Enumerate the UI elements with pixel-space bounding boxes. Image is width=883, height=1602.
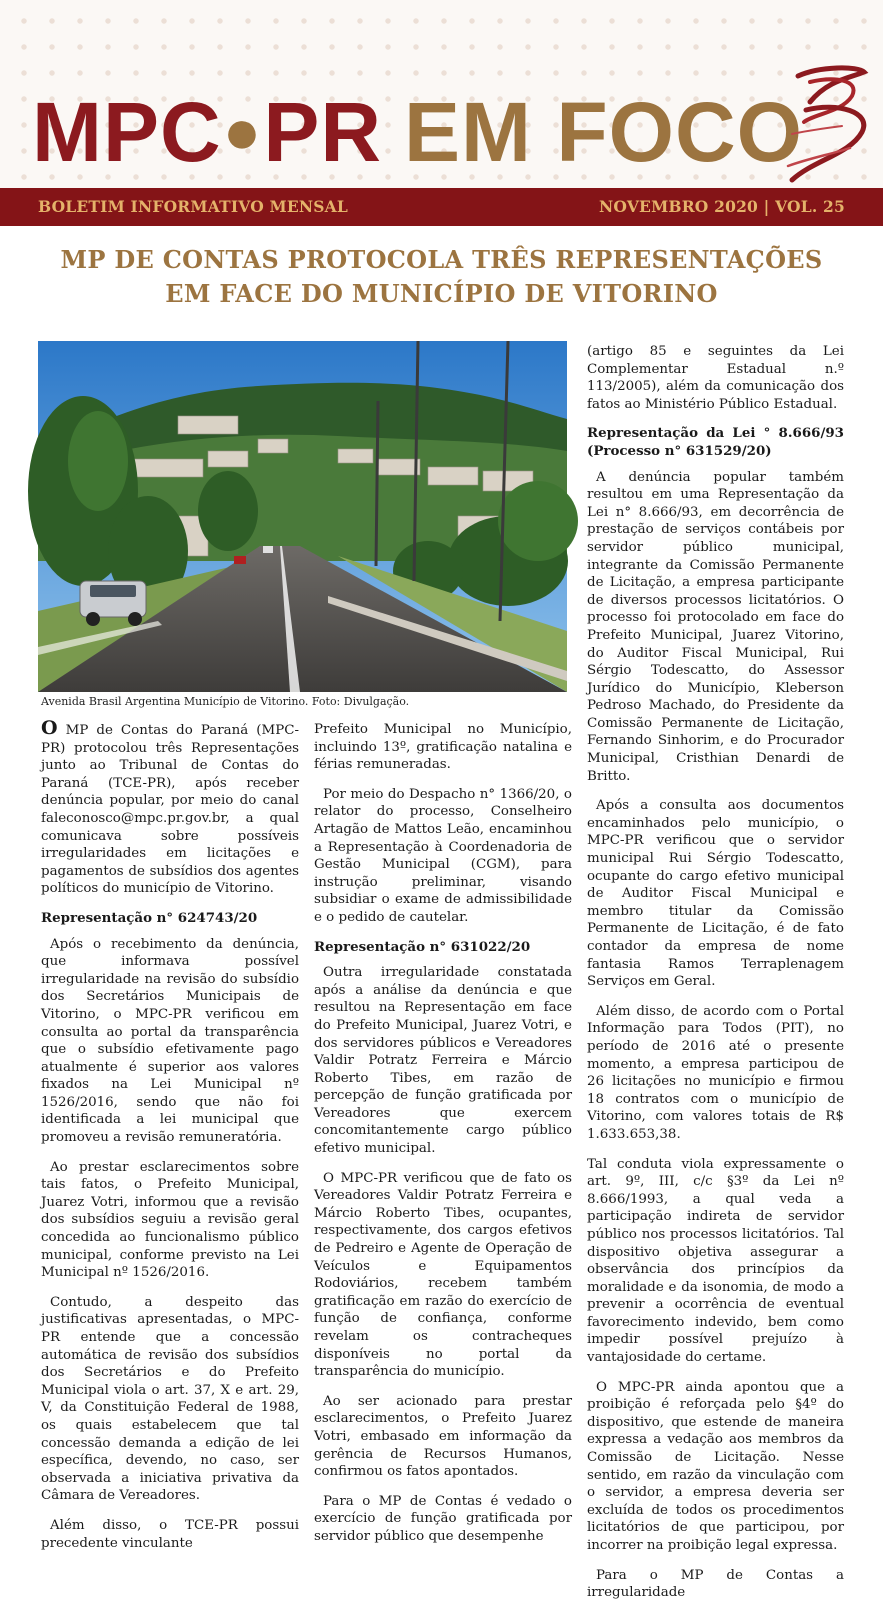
paragraph: Após a consulta aos documentos encaminhados pelo município, o MPC-PR verificou que o servidor municipal Rui Sérgio Todescatto, ocupante do cargo efetivo municipal de Auditor Fiscal Municipal e membro titular da Comissão Permanente de Licitação, é de fato contador da empresa de nome fantasia Ramos Terraplenagem Serviços em Geral. [587, 798, 844, 990]
stylized-b-stroke-icon [780, 62, 875, 184]
section-heading-631529: Representação da Lei ° 8.666/93 (Processo n° 631529/20) [587, 425, 844, 459]
article-column-2 [314, 721, 572, 1544]
logo-dot: ● [222, 95, 263, 167]
paragraph: Contudo, a despeito das justificativas apresentadas, o MPC-PR entende que a concessão automática de revisão dos subsídios dos Secretários e do Prefeito Municipal viola o art. 37, X e art. 29, V, da Constituição Federal de 1988, os quais estabelecem que tal concessão demanda a edição de lei específica, devendo, no caso, ser observada a iniciativa privativa da Câmara de Vereadores. [41, 1294, 299, 1504]
masthead-logo [32, 85, 804, 181]
drop-cap: O [41, 717, 58, 739]
section-heading-624743: Representação n° 624743/20 [41, 909, 258, 926]
paragraph: Além disso, o TCE-PR possui precedente vinculante [41, 1517, 299, 1551]
edition-label: NOVEMBRO 2020 | VOL. 25 [599, 197, 845, 216]
masthead-banner [0, 188, 883, 226]
paragraph: Após o recebimento da denúncia, que informava possível irregularidade na revisão do subsídio dos Secretários Municipais de Vitorino, o MPC-PR verificou em consulta ao portal da transparência que o subsídio efetivamente pago atualmente é superior aos valores fixados na Lei Municipal nº 1526/2016, sendo que não foi identificada a lei municipal que promoveu a revisão remuneratória. [41, 936, 299, 1146]
paragraph: (artigo 85 e seguintes da Lei Complementar Estadual n.º 113/2005), além da comunicação dos fatos ao Ministério Público Estadual. [587, 344, 844, 412]
masthead [0, 0, 883, 188]
paragraph: O MPC-PR ainda apontou que a proibição é reforçada pelo §4º do dispositivo, que estende de maneira expressa a vedação aos membros da Comissão de Licitação. Nesse sentido, em razão da vinculação com o servidor, a empresa deveria ser excluída de todos os procedimentos licitatórios de que participou, por incorrer na proibição legal expressa. [587, 1379, 844, 1553]
paragraph: Outra irregularidade constatada após a análise da denúncia e que resultou na Representação em face do Prefeito Municipal, Juarez Votri, e dos servidores públicos e Vereadores Valdir Potratz Ferreira e Márcio Roberto Tibes, em razão de percepção de função gratificada por Vereadores que exercem concomitantemente cargo público efetivo municipal. [314, 965, 572, 1157]
intro-paragraph [41, 717, 299, 898]
paragraph: Ao ser acionado para prestar esclarecimentos, o Prefeito Juarez Votri, embasado em informação da gerência de Recursos Humanos, confirmou os fatos apontados. [314, 1393, 572, 1480]
section-heading-631022: Representação n° 631022/20 [314, 938, 531, 955]
paragraph: Para o MP de Contas a irregularidade [587, 1567, 844, 1601]
paragraph: Prefeito Municipal no Município, incluindo 13º, gratificação natalina e férias remuneradas. [314, 722, 572, 773]
intro-text: MP de Contas do Paraná (MPC-PR) protocolou três Representações junto ao Tribunal de Contas do Paraná (TCE-PR), após receber denúncia popular, por meio do canal faleconosco@mpc.pr.gov.br, a qual comunicava sobre possíveis irregularidades em licitações e pagamentos de subsídios dos agentes políticos do município de Vitorino. [41, 723, 299, 897]
article-column-1 [41, 717, 299, 1551]
paragraph: Ao prestar esclarecimentos sobre tais fatos, o Prefeito Municipal, Juarez Votri, informou que a revisão dos subsídios seguiu a revisão geral concedida ao funcionalismo público municipal, conforme previsto na Lei Municipal nº 1526/2016. [41, 1159, 299, 1281]
logo-text-mpc: MPC [32, 85, 222, 179]
article-column-3 [587, 343, 844, 1601]
paragraph: O MPC-PR verificou que de fato os Vereadores Valdir Potratz Ferreira e Márcio Roberto Tibes, ocupantes, respectivamente, dos cargos efetivos de Pedreiro e Agente de Operação de Veículos e Equipamentos Rodoviários, recebem também gratificação em razão do exercício de função de confiança, conforme revelam os contracheques disponíveis no portal da transparência do município. [314, 1170, 572, 1380]
paragraph: Por meio do Despacho n° 1366/20, o relator do processo, Conselheiro Artagão de Mattos Leão, encaminhou a Representação à Coordenadoria de Gestão Municipal (CGM), para instrução preliminar, visando subsidiar o exame de admissibilidade e o pedido de cautelar. [314, 786, 572, 925]
paragraph: Para o MP de Contas é vedado o exercício de função gratificada por servidor público que desempenhe [314, 1493, 572, 1544]
newsletter-subtitle: BOLETIM INFORMATIVO MENSAL [38, 197, 348, 216]
logo-text-em-foco: EM FOCO [404, 85, 804, 179]
article-photo [38, 341, 567, 692]
paragraph: Além disso, de acordo com o Portal Informação para Todos (PIT), no período de 2016 até o presente momento, a empresa participou de 26 licitações no município e firmou 18 contratos com o município de Vitorino, com valores totais de R$ 1.633.653,38. [587, 1003, 844, 1142]
logo-text-pr: PR [263, 85, 383, 179]
photo-caption: Avenida Brasil Argentina Município de Vitorino. Foto: Divulgação. [41, 695, 410, 708]
headline-line-2: EM FACE DO MUNICÍPIO DE VITORINO [165, 279, 718, 308]
article-headline [0, 243, 883, 311]
headline-line-1: MP DE CONTAS PROTOCOLA TRÊS REPRESENTAÇÕES [60, 245, 823, 274]
paragraph: Tal conduta viola expressamente o art. 9º, III, c/c §3º da Lei nº 8.666/1993, a qual veda a participação indireta de servidor público nos processos licitatórios. Tal dispositivo objetiva assegurar a observância dos princípios da moralidade e da isonomia, de modo a prevenir a ocorrência de eventual favorecimento indevido, bem como impedir possível prejuízo à vantajosidade do certame. [587, 1156, 844, 1366]
paragraph: A denúncia popular também resultou em uma Representação da Lei n° 8.666/93, em decorrência de prestação de serviços contábeis por servidor público municipal, integrante da Comissão Permanente de Licitação, a empresa participante de diversos processos licitatórios. O processo foi protocolado em face do Prefeito Municipal, Juarez Vitorino, do Auditor Fiscal Municipal, Rui Sérgio Todescatto, do Assessor Jurídico do Município, Kleberson Pedroso Machado, do Presidente da Comissão Permanente de Licitação, Fernando Sinhorim, e do Procurador Municipal, Cristhian Denardi de Britto. [587, 469, 844, 784]
